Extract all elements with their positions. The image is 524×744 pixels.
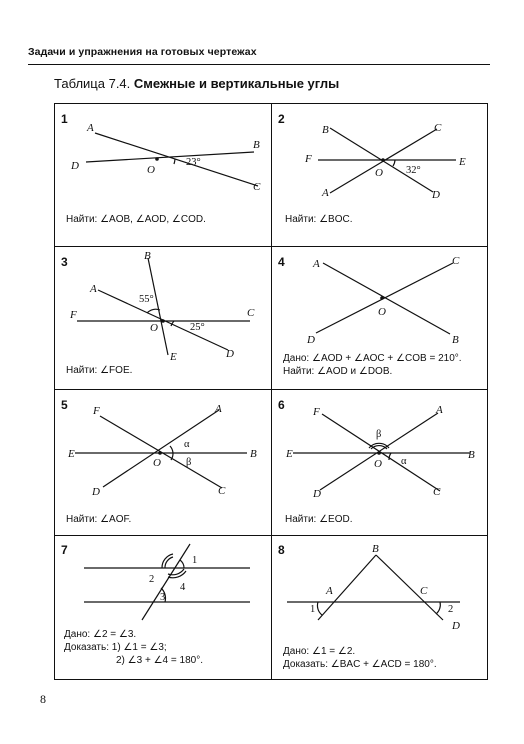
point-label: C (433, 486, 441, 498)
angle-arc-8-1 (317, 602, 322, 615)
cell-number: 5 (61, 398, 68, 412)
angle-arc-7-1 (180, 560, 184, 568)
point-label: B (452, 334, 459, 346)
table-caption-title: Смежные и вертикальные углы (133, 76, 340, 91)
task-text (66, 513, 131, 526)
point-label: D (432, 189, 440, 201)
point-label: B (468, 449, 475, 461)
text-line: 2) ∠3 + ∠4 = 180°. (116, 655, 203, 666)
line-db-1 (86, 152, 254, 162)
line-dc-4 (316, 263, 453, 333)
point-label: E (170, 351, 177, 363)
point-label: A (326, 585, 333, 597)
side-bd-8 (376, 555, 443, 620)
text-line: Найти: ∠AOB, ∠AOD, ∠COD. (66, 214, 206, 225)
point-label: C (253, 181, 261, 193)
cell-number: 4 (278, 255, 285, 269)
point-label: A (90, 283, 97, 295)
cell-number: 7 (61, 543, 68, 557)
cell-number: 1 (61, 112, 68, 126)
point-label: C (452, 255, 460, 267)
text-line: Найти: ∠EOD. (285, 514, 353, 525)
point-label: E (286, 448, 293, 460)
point-label: D (452, 620, 460, 632)
angle-number: 4 (180, 582, 186, 593)
point-label: O (375, 167, 383, 179)
text-line: Найти: ∠AOD и ∠DOB. (283, 366, 393, 377)
text-line: Доказать: ∠BAC + ∠ACD = 180°. (283, 659, 437, 670)
text-line: Найти: ∠FOE. (66, 365, 133, 376)
point-label: A (322, 187, 329, 199)
angle-symbol: α (401, 456, 407, 467)
point-label: A (215, 403, 222, 415)
line-be-3 (148, 258, 168, 355)
point-label: C (247, 307, 255, 319)
angle-value: 55° (139, 294, 154, 305)
table-caption-prefix: Таблица 7.4. (54, 76, 131, 91)
point-label: D (313, 488, 321, 500)
angle-number: 1 (192, 555, 198, 566)
task-text (285, 513, 353, 526)
angle-arc-7-2-inner (165, 557, 173, 568)
cell-number: 6 (278, 398, 285, 412)
point-label: E (68, 448, 75, 460)
point-label: F (93, 405, 100, 417)
cell-number: 2 (278, 112, 285, 126)
point-label: B (250, 448, 257, 460)
point-label: B (372, 543, 379, 555)
text-line: Доказать: 1) ∠1 = ∠3; (64, 642, 167, 653)
task-text (283, 645, 437, 671)
angle-number: 2 (149, 574, 155, 585)
point-label: F (70, 309, 77, 321)
text-line: Найти: ∠AOF. (66, 514, 132, 525)
task-text (66, 364, 132, 377)
angle-arc-2 (393, 160, 395, 166)
angle-arc-8-2 (436, 602, 440, 614)
angle-symbol: β (186, 457, 192, 468)
angle-number: 1 (310, 604, 316, 615)
running-header: Задачи и упражнения на готовых чертежах (28, 46, 257, 58)
angle-symbol: β (376, 429, 382, 440)
point-label: C (420, 585, 428, 597)
text-line: Дано: ∠1 = ∠2. (283, 646, 356, 657)
point-label: A (313, 258, 320, 270)
point-label: O (374, 458, 382, 470)
point-label: O (153, 457, 161, 469)
page-number: 8 (40, 692, 46, 706)
point-label: O (378, 306, 386, 318)
angle-number: 2 (448, 604, 454, 615)
point-label: D (226, 348, 234, 360)
angle-value: 23° (186, 157, 201, 168)
task-text (285, 213, 353, 226)
point-label: B (144, 250, 151, 262)
text-line: Дано: ∠AOD + ∠AOC + ∠COB = 210°. (283, 353, 462, 364)
point-label: D (92, 486, 100, 498)
angle-number: 3 (160, 592, 166, 603)
angle-arc-1 (174, 159, 175, 164)
task-text (283, 352, 462, 378)
angle-value: 32° (406, 165, 421, 176)
point-label: A (87, 122, 94, 134)
point-label: A (436, 404, 443, 416)
angle-value: 25° (190, 322, 205, 333)
point-label: C (434, 122, 442, 134)
point-label: O (150, 322, 158, 334)
angle-arc-5a (170, 446, 173, 453)
point-label: B (322, 124, 329, 136)
point-label: D (307, 334, 315, 346)
task-text (66, 213, 206, 226)
point-label: F (305, 153, 312, 165)
point-label: B (253, 139, 260, 151)
point-label: D (71, 160, 79, 172)
angle-arc-3a (147, 309, 160, 313)
cell-number: 8 (278, 543, 285, 557)
cell-number: 3 (61, 255, 68, 269)
point-label: O (147, 164, 155, 176)
point-label: F (313, 406, 320, 418)
text-line: Найти: ∠BOC. (285, 214, 353, 225)
point-label: E (459, 156, 466, 168)
point-label: C (218, 485, 226, 497)
angle-symbol: α (184, 439, 190, 450)
task-text (64, 628, 203, 667)
text-line: Дано: ∠2 = ∠3. (64, 629, 137, 640)
